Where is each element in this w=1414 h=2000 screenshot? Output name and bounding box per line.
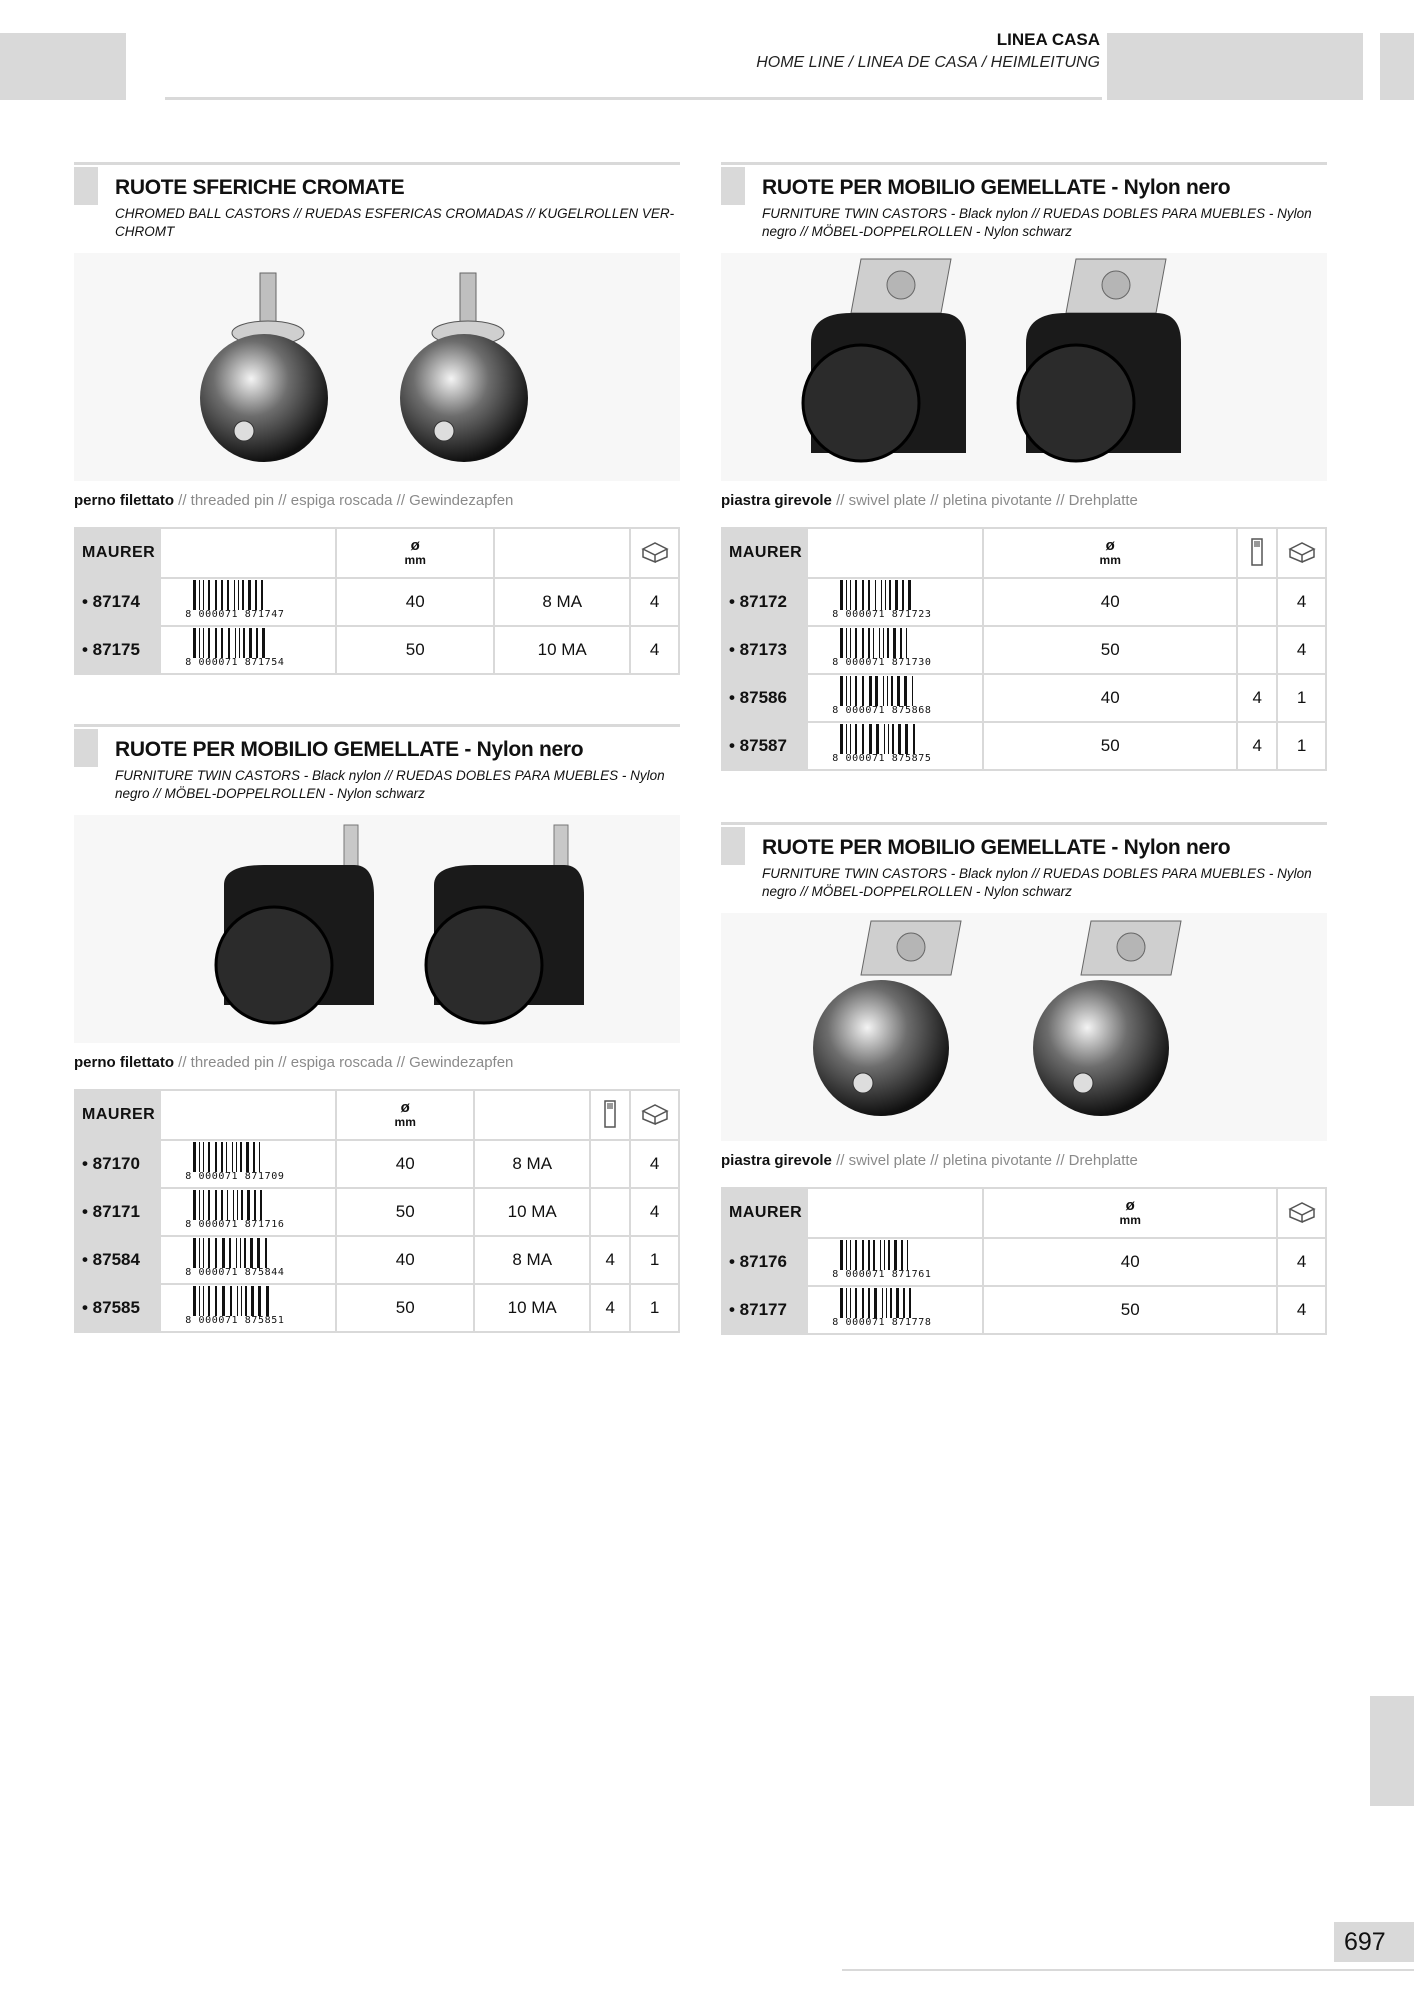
brand-logo: MAURER [722,1188,807,1238]
pack-qty [590,1140,630,1188]
diameter-header: ø mm [983,1188,1277,1238]
pack-qty [1237,626,1277,674]
thread-value: 10 MA [474,1188,590,1236]
diameter-header: ø mm [983,528,1237,578]
side-tab [1370,1696,1414,1806]
spec-table-twin-pin [74,1089,680,1333]
table-row [722,1238,1326,1286]
section-marker [74,167,98,205]
brand-logo: MAURER [75,1090,160,1140]
box-qty: 1 [630,1284,679,1332]
product-code: • 87171 [75,1188,160,1236]
box-qty: 4 [1277,626,1326,674]
section-description: CHROMED BALL CASTORS // RUEDAS ESFERICAS CROMADAS // KUGELROLLEN VER-CHROMT [115,206,675,239]
section-header [721,162,1327,241]
brand-logo: MAURER [722,528,807,578]
thread-value: 10 MA [494,626,630,674]
diameter-value: 50 [983,626,1237,674]
diameter-value: 40 [983,1238,1277,1286]
box-qty: 4 [1277,1286,1326,1334]
header-subtitle: HOME LINE / LINEA DE CASA / HEIMLEITUNG [756,54,1100,71]
product-code: • 87172 [722,578,807,626]
box-qty: 1 [630,1236,679,1284]
table-row [75,1284,679,1332]
thread-value: 8 MA [474,1236,590,1284]
section-title: RUOTE PER MOBILIO GEMELLATE - Nylon nero [762,176,1231,199]
section-header [74,724,680,803]
footer-rule [842,1969,1414,1971]
pack-qty [1237,578,1277,626]
mount-note [721,491,1327,511]
table-row [75,1140,679,1188]
product-code: • 87175 [75,626,160,674]
box-qty: 1 [1277,722,1326,770]
diameter-header: ø mm [336,1090,474,1140]
diameter-value: 50 [983,1286,1277,1334]
diameter-value: 50 [336,1188,474,1236]
pack-icon [1237,528,1277,578]
diameter-header: ø mm [336,528,494,578]
box-icon [1277,1188,1326,1238]
mount-note-translations: // threaded pin // espiga roscada // Gewindezapfen [178,492,514,509]
box-icon [630,1090,679,1140]
diameter-value: 40 [336,1236,474,1284]
barcode: 8 000071 871761 [807,1238,983,1286]
diameter-value: 50 [336,626,494,674]
table-row [722,722,1326,770]
section-marker [721,827,745,865]
box-icon [630,528,679,578]
header-block-edge [1380,33,1414,100]
page-header [756,30,1100,72]
diameter-value: 40 [336,578,494,626]
barcode: 8 000071 871723 [807,578,983,626]
section-ball-plate [721,822,1327,1335]
box-icon [1277,528,1326,578]
table-row [722,578,1326,626]
box-qty: 4 [630,1188,679,1236]
section-description: FURNITURE TWIN CASTORS - Black nylon // RUEDAS DOBLES PARA MUEBLES - Nylon negro // MÖBEL-DOPPELROLLEN - Nylon schwarz [762,206,1312,239]
section-ball-castors [74,162,680,675]
box-qty: 4 [630,1140,679,1188]
pack-qty: 4 [590,1284,630,1332]
box-qty: 4 [1277,578,1326,626]
table-row [722,626,1326,674]
table-row [75,578,679,626]
section-description: FURNITURE TWIN CASTORS - Black nylon // RUEDAS DOBLES PARA MUEBLES - Nylon negro // MÖBEL-DOPPELROLLEN - Nylon schwarz [762,866,1312,899]
barcode: 8 000071 875851 [160,1284,336,1332]
product-image-ball-castors [74,253,680,481]
mount-note-translations: // swivel plate // pletina pivotante // Drehplatte [836,1152,1138,1169]
diameter-value: 40 [983,674,1237,722]
section-marker [721,167,745,205]
product-image-twin-plate [721,253,1327,481]
section-description: FURNITURE TWIN CASTORS - Black nylon // RUEDAS DOBLES PARA MUEBLES - Nylon negro // MÖBEL-DOPPELROLLEN - Nylon schwarz [115,768,665,801]
diameter-value: 40 [336,1140,474,1188]
barcode: 8 000071 871716 [160,1188,336,1236]
mount-note-main: perno filettato [74,1054,174,1071]
section-title: RUOTE PER MOBILIO GEMELLATE - Nylon nero [762,836,1231,859]
table-row [75,1188,679,1236]
section-header [74,162,680,241]
box-qty: 4 [1277,1238,1326,1286]
header-title: LINEA CASA [996,30,1100,49]
mount-note [74,491,680,511]
section-header [721,822,1327,901]
pack-qty [590,1188,630,1236]
mount-note [721,1151,1327,1171]
spec-table-twin-plate [721,527,1327,771]
product-code: • 87174 [75,578,160,626]
product-code: • 87584 [75,1236,160,1284]
pack-qty: 4 [1237,674,1277,722]
barcode: 8 000071 871747 [160,578,336,626]
thread-value: 8 MA [494,578,630,626]
section-marker [74,729,98,767]
barcode: 8 000071 875868 [807,674,983,722]
product-image-twin-pin [74,815,680,1043]
product-code: • 87176 [722,1238,807,1286]
table-row [75,1236,679,1284]
barcode: 8 000071 871709 [160,1140,336,1188]
barcode: 8 000071 871778 [807,1286,983,1334]
mount-note-main: perno filettato [74,492,174,509]
pack-icon [590,1090,630,1140]
mount-note-translations: // swivel plate // pletina pivotante // Drehplatte [836,492,1138,509]
box-qty: 1 [1277,674,1326,722]
spec-table-ball-plate [721,1187,1327,1335]
product-code: • 87177 [722,1286,807,1334]
diameter-value: 50 [336,1284,474,1332]
mount-note [74,1053,680,1073]
thread-value: 10 MA [474,1284,590,1332]
barcode: 8 000071 875844 [160,1236,336,1284]
pack-qty: 4 [1237,722,1277,770]
table-row [722,674,1326,722]
product-image-ball-plate [721,913,1327,1141]
product-code: • 87587 [722,722,807,770]
header-block-left [0,33,126,100]
barcode: 8 000071 875875 [807,722,983,770]
mount-note-main: piastra girevole [721,492,832,509]
box-qty: 4 [630,626,679,674]
section-twin-plate [721,162,1327,771]
product-code: • 87173 [722,626,807,674]
diameter-value: 50 [983,722,1237,770]
box-qty: 4 [630,578,679,626]
diameter-value: 40 [983,578,1237,626]
product-code: • 87585 [75,1284,160,1332]
header-rule [165,97,1102,100]
spec-table-ball-castors [74,527,680,675]
product-code: • 87586 [722,674,807,722]
product-code: • 87170 [75,1140,160,1188]
table-row [75,626,679,674]
barcode: 8 000071 871730 [807,626,983,674]
section-twin-pin [74,724,680,1333]
barcode: 8 000071 871754 [160,626,336,674]
mount-note-main: piastra girevole [721,1152,832,1169]
page-number: 697 [1334,1922,1414,1962]
section-title: RUOTE PER MOBILIO GEMELLATE - Nylon nero [115,738,584,761]
brand-logo: MAURER [75,528,160,578]
thread-value: 8 MA [474,1140,590,1188]
pack-qty: 4 [590,1236,630,1284]
section-title: RUOTE SFERICHE CROMATE [115,176,405,199]
table-row [722,1286,1326,1334]
mount-note-translations: // threaded pin // espiga roscada // Gewindezapfen [178,1054,514,1071]
header-block-right [1107,33,1363,100]
